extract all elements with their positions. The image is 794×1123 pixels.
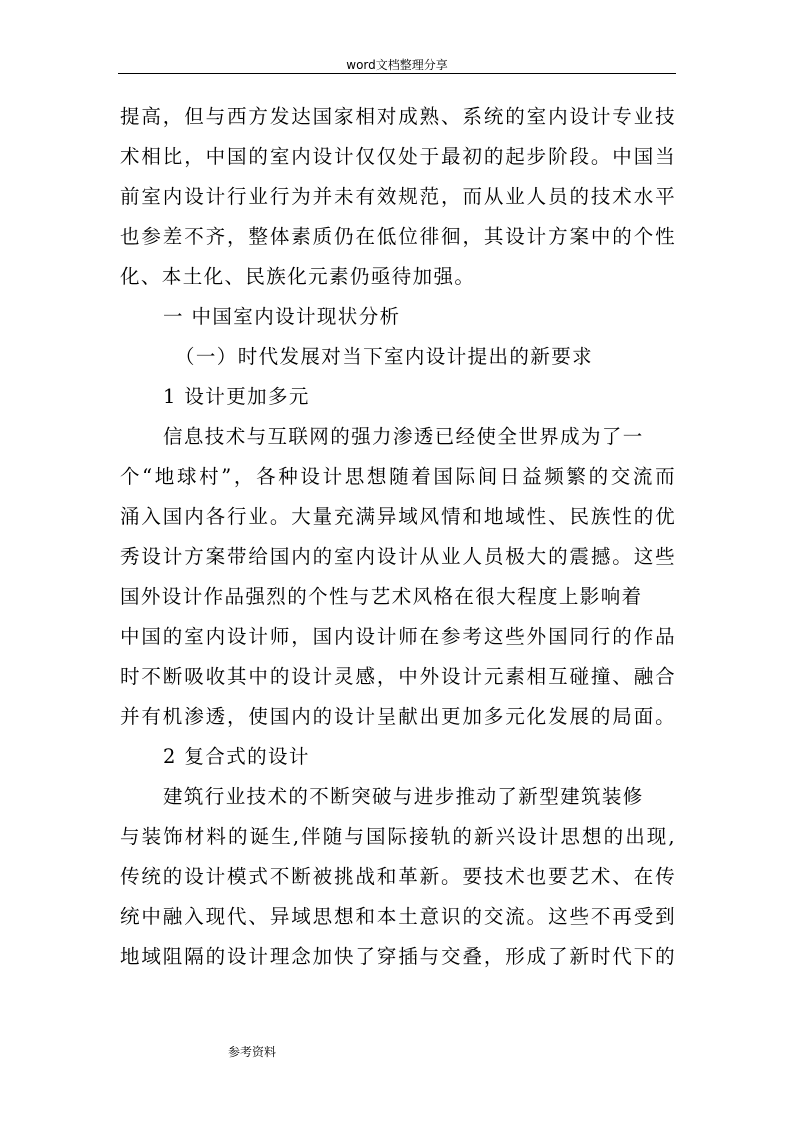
paragraph-line: 提高，但与西方发达国家相对成熟、系统的室内设计专业技 xyxy=(120,105,676,128)
paragraph-line: 信息技术与互联网的强力渗透已经使全世界成为了一 xyxy=(163,425,644,448)
paragraph-line: 中国的室内设计师，国内设计师在参考这些外国同行的作品 xyxy=(120,625,676,648)
paragraph-line: 术相比，中国的室内设计仅仅处于最初的起步阶段。中国当 xyxy=(120,145,676,168)
paragraph-line: 统中融入现代、异域思想和本土意识的交流。这些不再受到 xyxy=(120,905,676,928)
paragraph-line: 前室内设计行业行为并未有效规范，而从业人员的技术水平 xyxy=(120,185,676,208)
paragraph-line: 国外设计作品强烈的个性与艺术风格在很大程度上影响着 xyxy=(120,585,643,608)
subsection-heading: （一）时代发展对当下室内设计提出的新要求 xyxy=(175,345,594,368)
header-divider xyxy=(118,73,676,74)
paragraph-line: 建筑行业技术的不断突破与进步推动了新型建筑装修 xyxy=(163,785,644,808)
paragraph-line: 时不断吸收其中的设计灵感，中外设计元素相互碰撞、融合 xyxy=(120,665,676,688)
item-heading: 1 设计更加多元 xyxy=(163,385,310,408)
paragraph-line: 涌入国内各行业。大量充满异域风情和地域性、民族性的优 xyxy=(120,505,676,528)
paragraph-line: 传统的设计模式不断被挑战和革新。要技术也要艺术、在传 xyxy=(120,865,676,888)
paragraph-line: 并有机渗透，使国内的设计呈献出更加多元化发展的局面。 xyxy=(120,705,676,728)
section-heading: 一 中国室内设计现状分析 xyxy=(163,305,401,328)
body-text xyxy=(120,97,676,977)
item-heading: 2 复合式的设计 xyxy=(163,745,310,768)
paragraph-line: 个“地球村”，各种设计思想随着国际间日益频繁的交流而 xyxy=(120,465,676,488)
page-header: word文档整理分享 xyxy=(346,58,448,72)
paragraph-line: 秀设计方案带给国内的室内设计从业人员极大的震撼。这些 xyxy=(120,545,676,568)
paragraph-line: 地域阻隔的设计理念加快了穿插与交叠，形成了新时代下的 xyxy=(120,945,676,968)
paragraph-line: 化、本土化、民族化元素仍亟待加强。 xyxy=(120,265,476,288)
page-footer: 参考资料 xyxy=(228,1045,277,1059)
paragraph-line: 与装饰材料的诞生,伴随与国际接轨的新兴设计思想的出现, xyxy=(120,825,676,848)
paragraph-line: 也参差不齐，整体素质仍在低位徘徊，其设计方案中的个性 xyxy=(120,225,676,248)
